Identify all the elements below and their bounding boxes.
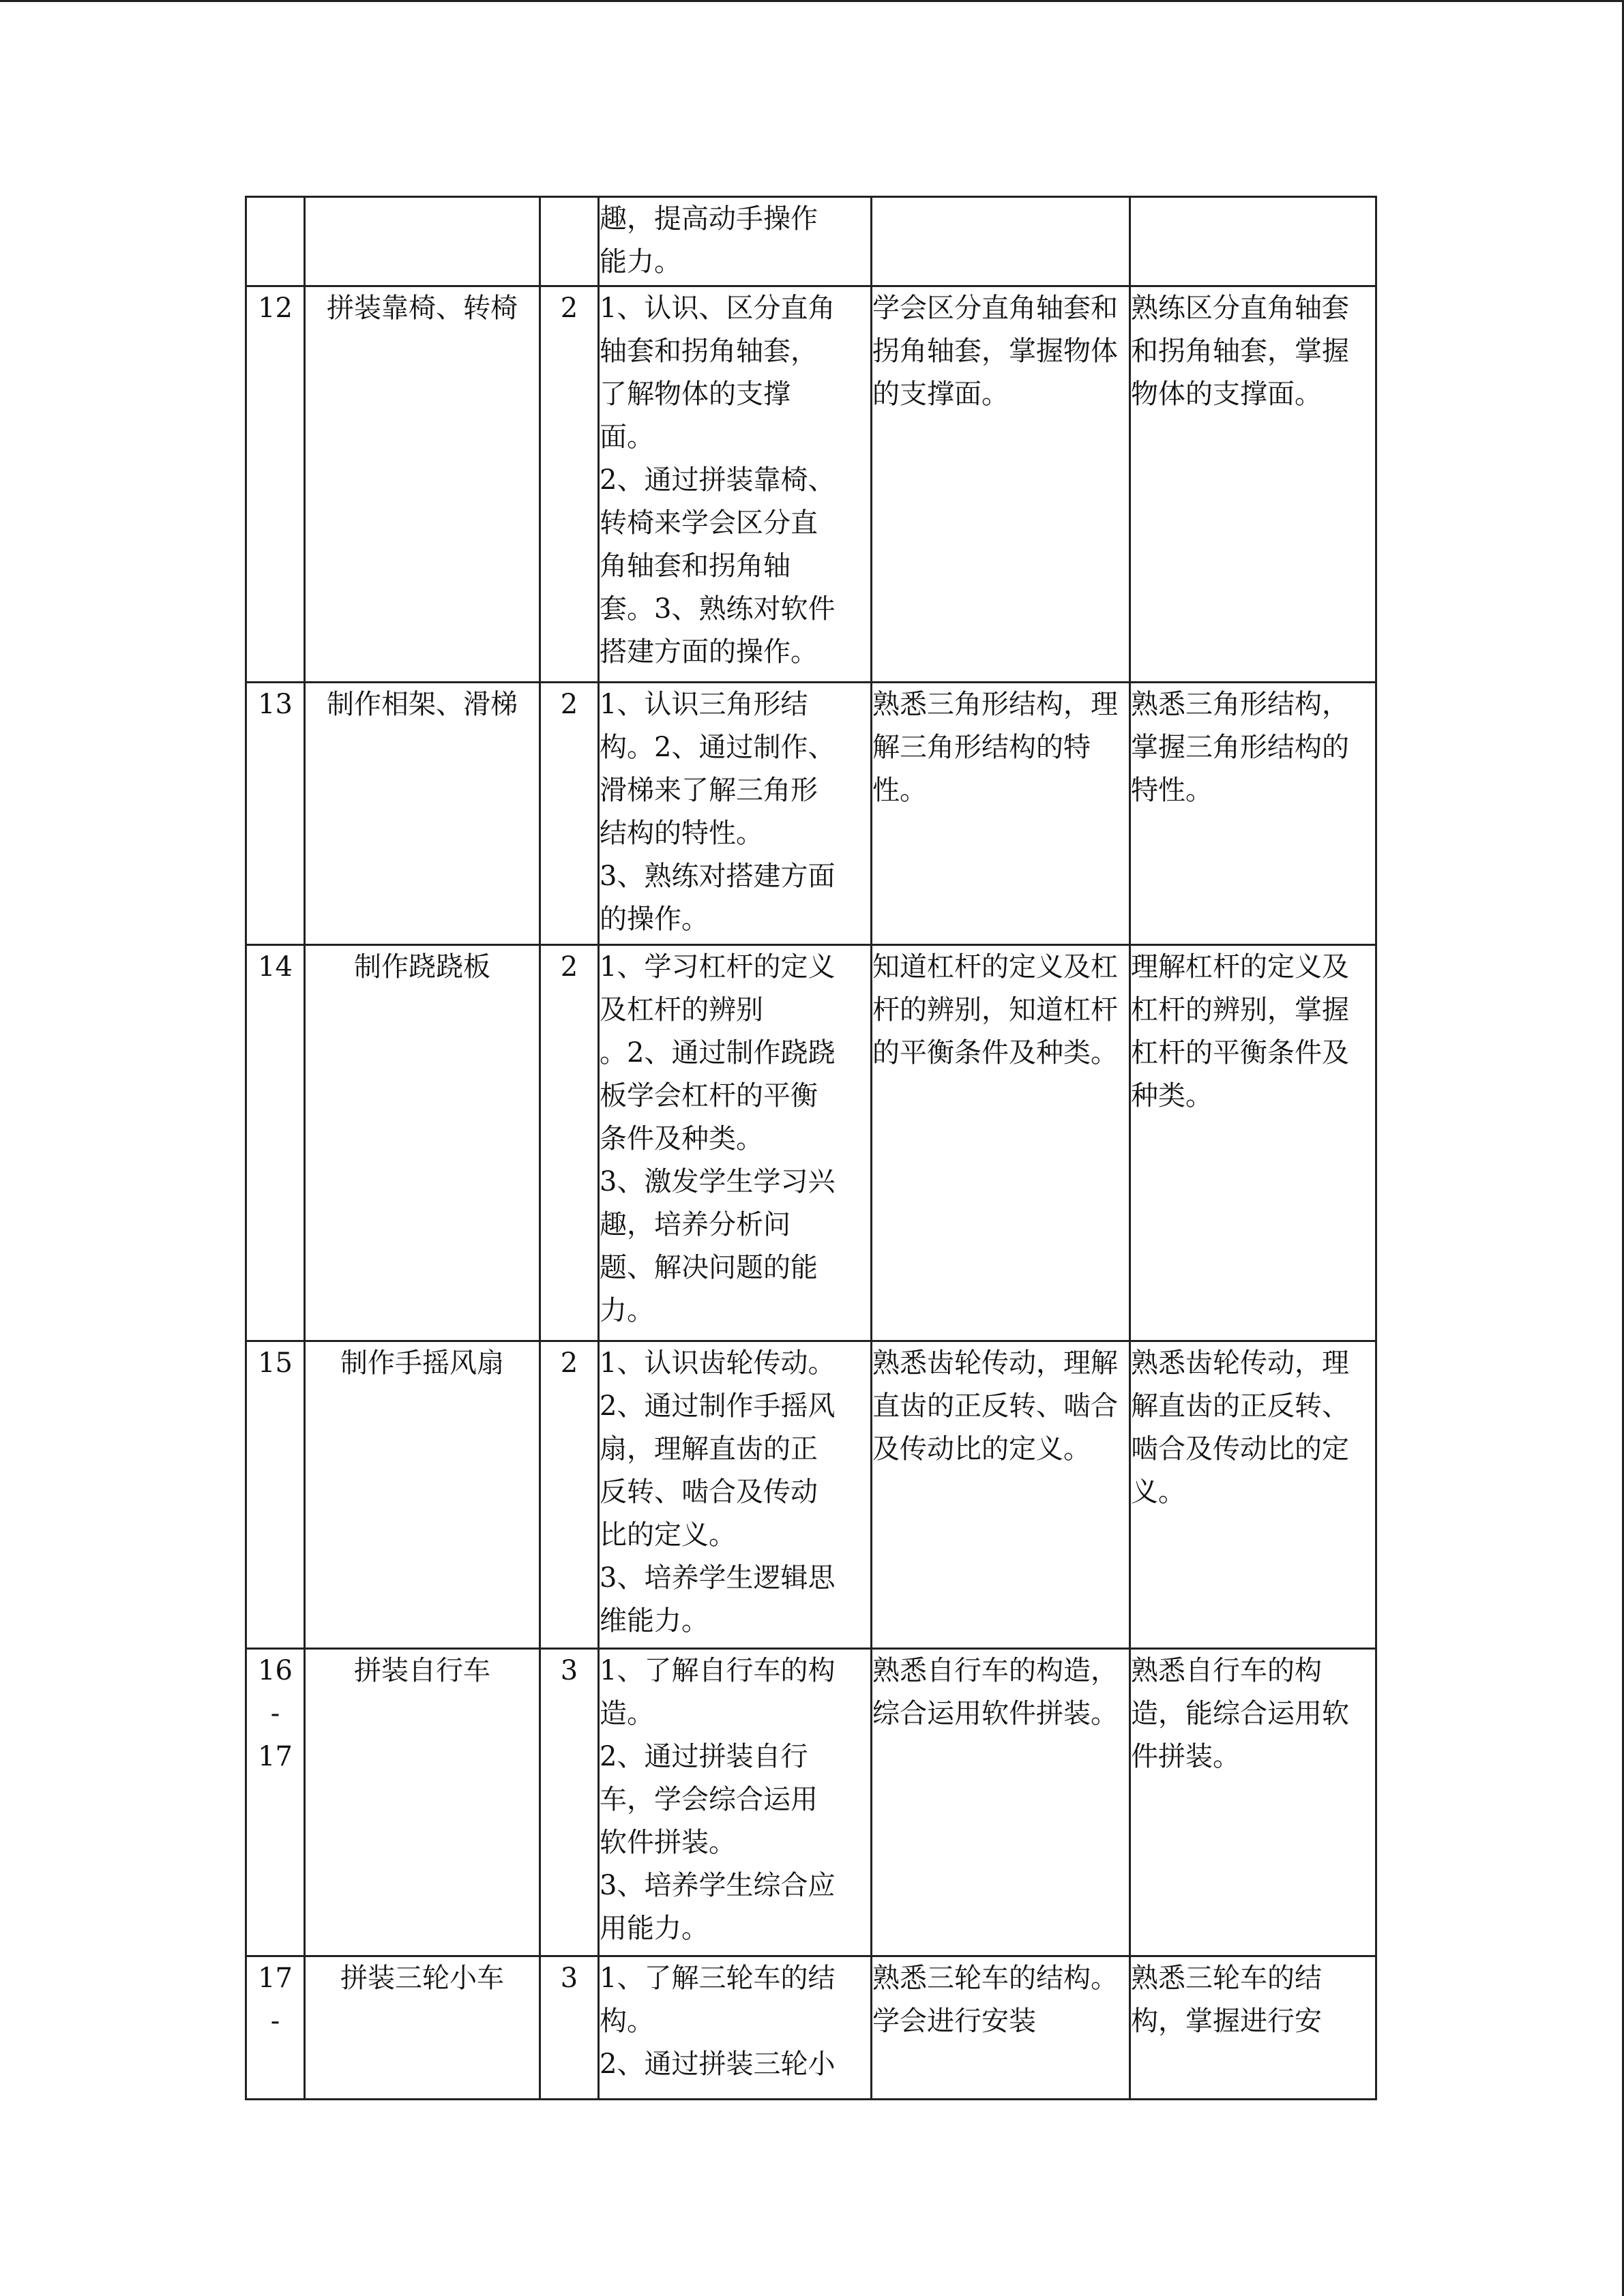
table-row <box>246 1341 1376 1649</box>
lesson-content-line: 2、通过拼装三轮小 <box>600 2048 836 2080</box>
lesson-title-cell <box>305 197 540 286</box>
lesson-content-line: 扇，理解直齿的正 <box>600 1433 818 1465</box>
lesson-content-cell <box>599 1341 872 1649</box>
lesson-title: 拼装靠椅、转椅 <box>327 293 518 324</box>
lesson-hours: 3 <box>560 1963 578 1994</box>
lesson-hours: 3 <box>560 1655 578 1686</box>
lesson-hours: 2 <box>560 1347 578 1379</box>
lesson-content-cell <box>599 1956 872 2100</box>
lesson-content-line: 角轴套和拐角轴 <box>600 550 791 582</box>
lesson-content-line: 2、通过拼装自行 <box>600 1741 808 1772</box>
lesson-number: 16 <box>258 1655 293 1686</box>
lesson-title-cell <box>305 945 540 1341</box>
teaching-goal-cell <box>872 1956 1130 2100</box>
page-top-border <box>0 0 1624 2</box>
lesson-content-line: 1、了解三轮车的结 <box>600 1963 836 1994</box>
lesson-number: 17 <box>258 1741 293 1772</box>
lesson-content-line: 构。2、通过制作、 <box>600 732 836 763</box>
lesson-content-line: 3、培养学生综合应 <box>600 1870 836 1901</box>
lesson-hours-cell <box>540 683 599 945</box>
course-schedule-table <box>245 196 1377 2100</box>
lesson-content-line: 。2、通过制作跷跷 <box>600 1037 836 1069</box>
lesson-content-cell <box>599 683 872 945</box>
lesson-content-line: 1、认识三角形结 <box>600 689 808 720</box>
lesson-title-cell <box>305 1649 540 1956</box>
lesson-number-cell <box>246 197 305 286</box>
lesson-content-line: 2、通过拼装靠椅、 <box>600 464 836 496</box>
lesson-content-line: 比的定义。 <box>600 1519 736 1551</box>
teaching-goal: 知道杠杆的定义及杠杆的辨别，知道杠杆的平衡条件及种类。 <box>872 951 1118 1069</box>
lesson-content-line: 用能力。 <box>600 1913 709 1944</box>
lesson-number-cell <box>246 1956 305 2100</box>
assessment-goal-cell <box>1130 286 1376 683</box>
lesson-number-cell <box>246 286 305 683</box>
lesson-hours-cell <box>540 197 599 286</box>
lesson-title: 拼装自行车 <box>354 1655 490 1686</box>
lesson-number: 13 <box>258 689 293 720</box>
lesson-number: 17 <box>258 1963 293 1994</box>
lesson-title-cell <box>305 1341 540 1649</box>
lesson-content-line: 2、通过制作手摇风 <box>600 1390 836 1422</box>
lesson-title: 制作相架、滑梯 <box>327 689 518 720</box>
assessment-goal: 熟悉三轮车的结构，掌握进行安 <box>1131 1963 1322 2037</box>
table-row <box>246 1956 1376 2100</box>
lesson-title: 制作手摇风扇 <box>340 1347 504 1379</box>
lesson-content-line: 能力。 <box>600 246 681 278</box>
lesson-content-line: 1、学习杠杆的定义 <box>600 951 836 983</box>
teaching-goal: 熟悉三轮车的结构。学会进行安装 <box>872 1963 1118 2037</box>
lesson-hours: 2 <box>560 293 578 324</box>
lesson-content-line: 题、解决问题的能 <box>600 1252 818 1283</box>
lesson-content-line: 构。 <box>600 2006 654 2037</box>
lesson-content-line: 软件拼装。 <box>600 1827 736 1858</box>
lesson-number-cell <box>246 1341 305 1649</box>
table-row <box>246 1649 1376 1956</box>
lesson-content-line: 的操作。 <box>600 904 709 935</box>
assessment-goal-cell <box>1130 197 1376 286</box>
assessment-goal-cell <box>1130 1341 1376 1649</box>
lesson-title-cell <box>305 683 540 945</box>
lesson-hours-cell <box>540 1649 599 1956</box>
lesson-content-line: 滑梯来了解三角形 <box>600 775 818 806</box>
teaching-goal: 熟悉自行车的构造，综合运用软件拼装。 <box>872 1655 1118 1729</box>
lesson-hours-cell <box>540 945 599 1341</box>
lesson-number-cell <box>246 945 305 1341</box>
lesson-number-cell <box>246 683 305 945</box>
lesson-content-cell <box>599 1649 872 1956</box>
assessment-goal-cell <box>1130 683 1376 945</box>
lesson-content-line: 结构的特性。 <box>600 818 763 849</box>
lesson-content-line: 力。 <box>600 1295 654 1326</box>
lesson-content-line: 维能力。 <box>600 1605 709 1637</box>
assessment-goal-cell <box>1130 1956 1376 2100</box>
lesson-content-line: 车，学会综合运用 <box>600 1784 818 1815</box>
assessment-goal: 理解杠杆的定义及杠杆的辨别，掌握杠杆的平衡条件及种类。 <box>1131 951 1349 1112</box>
teaching-goal-cell <box>872 1649 1130 1956</box>
lesson-content-cell <box>599 286 872 683</box>
lesson-content-line: 3、激发学生学习兴 <box>600 1166 836 1197</box>
lesson-hours-cell <box>540 1341 599 1649</box>
lesson-hours-cell <box>540 286 599 683</box>
lesson-title: 制作跷跷板 <box>354 951 490 983</box>
lesson-title-cell <box>305 1956 540 2100</box>
lesson-hours: 2 <box>560 689 578 720</box>
teaching-goal-cell <box>872 683 1130 945</box>
lesson-content-line: 面。 <box>600 421 654 453</box>
assessment-goal-cell <box>1130 1649 1376 1956</box>
lesson-number-cell <box>246 1649 305 1956</box>
lesson-content-line: 板学会杠杆的平衡 <box>600 1080 818 1112</box>
lesson-number: 12 <box>258 293 293 324</box>
lesson-hours-cell <box>540 1956 599 2100</box>
lesson-content-line: 反转、啮合及传动 <box>600 1476 818 1508</box>
lesson-content-cell <box>599 197 872 286</box>
lesson-content-line: 条件及种类。 <box>600 1123 763 1154</box>
teaching-goal: 学会区分直角轴套和拐角轴套，掌握物体的支撑面。 <box>872 293 1118 410</box>
lesson-content-line: 及杠杆的辨别 <box>600 994 763 1026</box>
assessment-goal-cell <box>1130 945 1376 1341</box>
table-row <box>246 197 1376 286</box>
lesson-content-cell <box>599 945 872 1341</box>
lesson-content-line: 1、了解自行车的构 <box>600 1655 836 1686</box>
lesson-content-line: 了解物体的支撑 <box>600 378 791 410</box>
lesson-title: 拼装三轮小车 <box>340 1963 504 1994</box>
lesson-title-cell <box>305 286 540 683</box>
lesson-number: - <box>270 2006 280 2037</box>
lesson-content-line: 趣，培养分析问 <box>600 1209 791 1240</box>
lesson-content-line: 转椅来学会区分直 <box>600 507 818 539</box>
teaching-goal: 熟悉齿轮传动，理解直齿的正反转、啮合及传动比的定义。 <box>872 1347 1118 1465</box>
lesson-hours: 2 <box>560 951 578 983</box>
teaching-goal-cell <box>872 286 1130 683</box>
lesson-content-line: 1、认识、区分直角 <box>600 293 836 324</box>
teaching-goal-cell <box>872 197 1130 286</box>
lesson-content-line: 3、培养学生逻辑思 <box>600 1562 836 1594</box>
teaching-goal-cell <box>872 1341 1130 1649</box>
table-row <box>246 683 1376 945</box>
assessment-goal: 熟练区分直角轴套和拐角轴套，掌握物体的支撑面。 <box>1131 293 1349 410</box>
lesson-content-line: 1、认识齿轮传动。 <box>600 1347 836 1379</box>
assessment-goal: 熟悉自行车的构造，能综合运用软件拼装。 <box>1131 1655 1349 1772</box>
lesson-content-line: 造。 <box>600 1698 654 1729</box>
lesson-content-line: 趣，提高动手操作 <box>600 203 818 235</box>
table-row <box>246 945 1376 1341</box>
lesson-number: 15 <box>258 1347 293 1379</box>
table-row <box>246 286 1376 683</box>
assessment-goal: 熟悉三角形结构，掌握三角形结构的特性。 <box>1131 689 1349 806</box>
assessment-goal: 熟悉齿轮传动，理解直齿的正反转、啮合及传动比的定义。 <box>1131 1347 1349 1508</box>
teaching-goal-cell <box>872 945 1130 1341</box>
lesson-number: - <box>270 1698 280 1729</box>
teaching-goal: 熟悉三角形结构，理解三角形结构的特性。 <box>872 689 1118 806</box>
lesson-number: 14 <box>258 951 293 983</box>
lesson-content-line: 套。3、熟练对软件 <box>600 593 836 625</box>
lesson-content-line: 轴套和拐角轴套， <box>600 336 818 367</box>
lesson-content-line: 3、熟练对搭建方面 <box>600 861 836 892</box>
lesson-content-line: 搭建方面的操作。 <box>600 636 818 668</box>
